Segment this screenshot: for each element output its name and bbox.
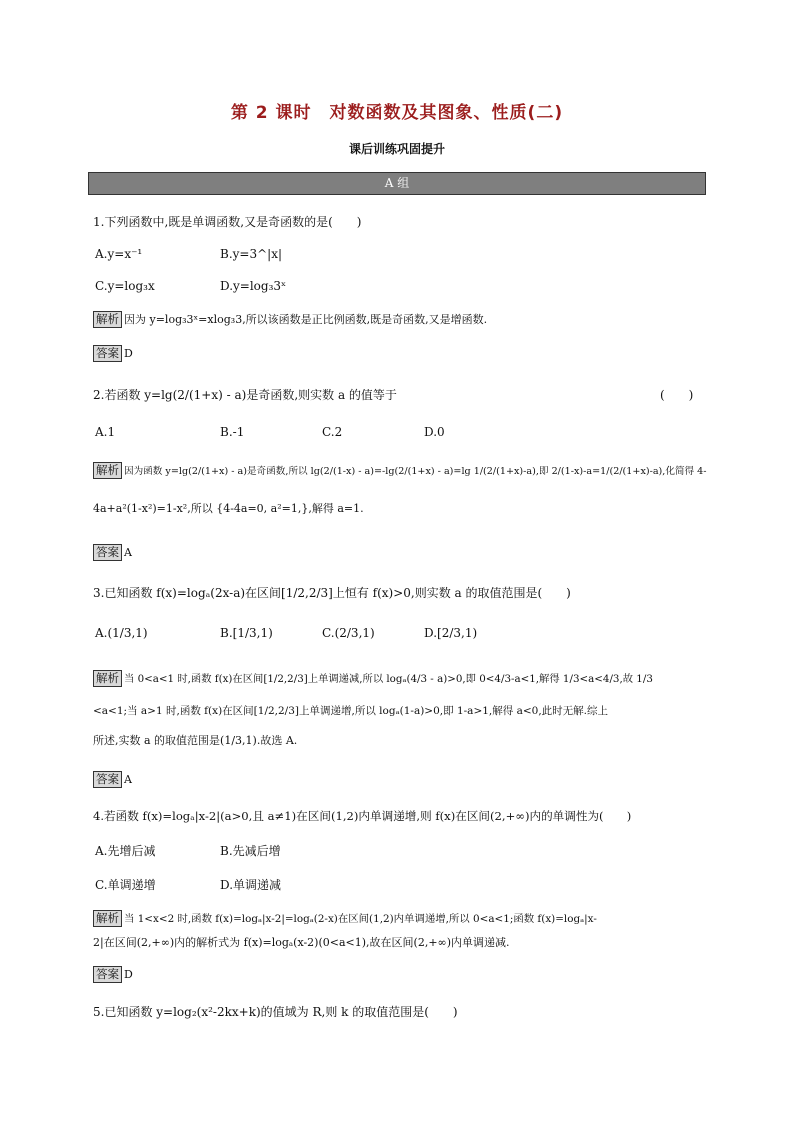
q3-option-c: C.(2/3,1) (322, 626, 375, 640)
group-header: A 组 (88, 172, 706, 195)
answer-tag: 答案 (93, 345, 122, 362)
q1-analysis-text: 因为 y=log₃3ˣ=xlog₃3,所以该函数是正比例函数,既是奇函数,又是增函数. (124, 313, 488, 326)
q4-option-b: B.先减后增 (220, 844, 281, 858)
analysis-tag: 解析 (93, 311, 122, 328)
q2-option-c: C.2 (322, 425, 343, 439)
q4-analysis-line1 (93, 910, 597, 927)
question-1-stem: 1.下列函数中,既是单调函数,又是奇函数的是( ) (93, 215, 362, 229)
question-2-stem: 2.若函数 y=lg(2/(1+x) - a)是奇函数,则实数 a 的值等于 (93, 388, 397, 402)
analysis-tag: 解析 (93, 462, 122, 479)
q1-analysis (93, 311, 487, 328)
q4-analysis-text1: 当 1<x<2 时,函数 f(x)=logₐ|x-2|=logₐ(2-x)在区间(1,2)内单调递增,所以 0<a<1;函数 f(x)=logₐ|x- (124, 913, 597, 925)
q1-answer-text: D (124, 347, 133, 360)
question-3-stem: 3.已知函数 f(x)=logₐ(2x-a)在区间[1/2,2/3]上恒有 f(x)>0,则实数 a 的取值范围是( ) (93, 586, 571, 600)
q1-option-a: A.y=x⁻¹ (95, 247, 143, 261)
q4-analysis-line2: 2|在区间(2,+∞)内的解析式为 f(x)=logₐ(x-2)(0<a<1),故在区间(2,+∞)内单调递减. (93, 936, 510, 949)
q3-analysis-text1: 当 0<a<1 时,函数 f(x)在区间[1/2,2/3]上单调递减,所以 logₐ(4/3 - a)>0,即 0<4/3-a<1,解得 1/3<a<4/3,故 1/3 (124, 673, 653, 685)
question-5-stem: 5.已知函数 y=log₂(x²-2kx+k)的值域为 R,则 k 的取值范围是( ) (93, 1005, 458, 1019)
q2-analysis-line2: 4a+a²(1-x²)=1-x²,所以 {4-4a=0, a²=1,},解得 a=1. (93, 502, 364, 515)
q4-option-c: C.单调递增 (95, 878, 156, 892)
q3-answer (93, 771, 132, 788)
q3-option-d: D.[2/3,1) (424, 626, 478, 640)
q4-option-d: D.单调递减 (220, 878, 282, 892)
q3-analysis-line3: 所述,实数 a 的取值范围是(1/3,1).故选 A. (93, 734, 298, 747)
q3-option-a: A.(1/3,1) (95, 626, 148, 640)
q3-analysis-line1 (93, 670, 653, 687)
q2-answer-text: A (124, 546, 132, 559)
q4-option-a: A.先增后减 (95, 844, 156, 858)
q2-option-a: A.1 (95, 425, 116, 439)
analysis-tag: 解析 (93, 670, 122, 687)
question-4-stem: 4.若函数 f(x)=logₐ|x-2|(a>0,且 a≠1)在区间(1,2)内单调递增,则 f(x)在区间(2,+∞)内的单调性为( ) (93, 809, 632, 823)
q4-answer-text: D (124, 968, 133, 981)
q3-answer-text: A (124, 773, 132, 786)
q3-option-b: B.[1/3,1) (220, 626, 273, 640)
q2-option-d: D.0 (424, 425, 445, 439)
page-title: 第 2 课时 对数函数及其图象、性质(二) (230, 103, 564, 123)
answer-tag: 答案 (93, 544, 122, 561)
q1-option-b: B.y=3^|x| (220, 247, 283, 261)
q3-analysis-line2: <a<1;当 a>1 时,函数 f(x)在区间[1/2,2/3]上单调递增,所以 logₐ(1-a)>0,即 1-a>1,解得 a<0,此时无解.综上 (93, 705, 609, 717)
q1-answer (93, 345, 133, 362)
answer-tag: 答案 (93, 966, 122, 983)
q2-option-b: B.-1 (220, 425, 245, 439)
q4-answer (93, 966, 133, 983)
page-subtitle: 课后训练巩固提升 (348, 142, 445, 156)
q2-analysis-text1: 因为函数 y=lg(2/(1+x) - a)是奇函数,所以 lg(2/(1-x) - a)=-lg(2/(1+x) - a)=lg 1/(2/(1+x)-a),即 2/(1-x)-a=1/(2/(1+x)-a),化简得 4- (124, 466, 707, 477)
q2-answer (93, 544, 132, 561)
q1-option-d: D.y=log₃3ˣ (220, 279, 287, 293)
q1-option-c: C.y=log₃x (95, 279, 155, 293)
answer-tag: 答案 (93, 771, 122, 788)
question-2-paren: ( ) (660, 388, 694, 402)
q2-analysis-line1 (93, 462, 707, 479)
analysis-tag: 解析 (93, 910, 122, 927)
